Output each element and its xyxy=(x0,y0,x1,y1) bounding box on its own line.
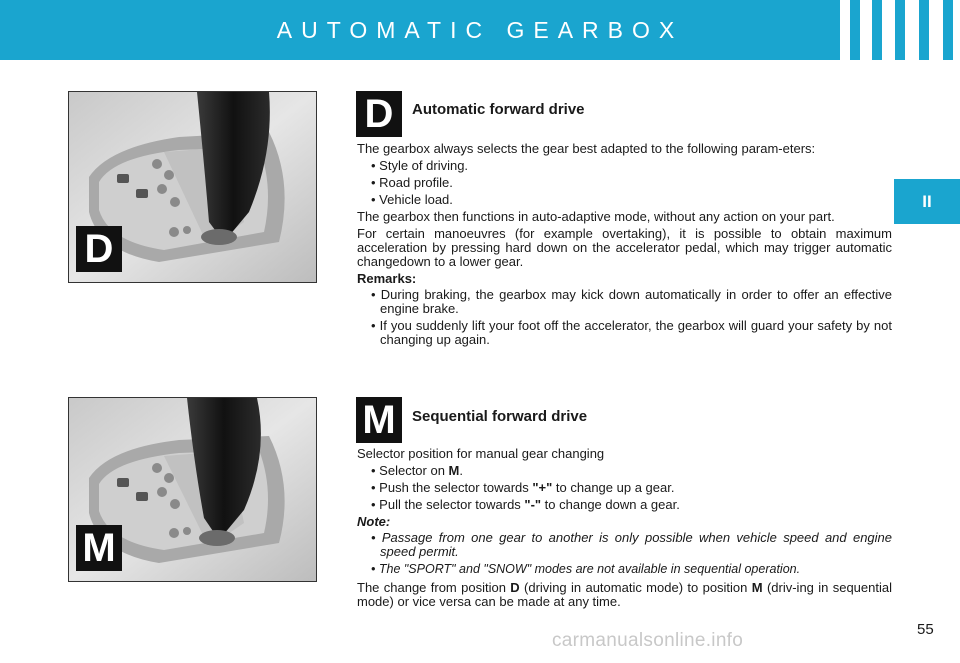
list-item: • Passage from one gear to another is only possible when vehicle speed and engine speed permit. xyxy=(371,530,893,559)
section-tab[interactable]: II xyxy=(894,179,960,224)
note-label: Note: xyxy=(357,514,391,529)
list-item: • Vehicle load. xyxy=(371,192,453,207)
list-item: • Pull the selector towards "-" to change down a gear. xyxy=(371,497,680,512)
page-title: AUTOMATIC GEARBOX xyxy=(276,17,684,43)
page-number: 55 xyxy=(917,621,934,638)
page-header xyxy=(0,0,960,60)
header-stripe xyxy=(905,0,919,60)
paragraph: The gearbox then functions in auto-adaptive mode, without any action on your part. xyxy=(357,209,835,224)
gear-selector-photo-m xyxy=(68,397,317,582)
watermark[interactable]: carmanualsonline.info xyxy=(552,630,744,651)
photo-d-badge: D xyxy=(76,226,122,272)
header-stripe xyxy=(953,0,960,60)
list-item: • Style of driving. xyxy=(371,158,469,173)
list-item: • Push the selector towards "+" to change up a gear. xyxy=(371,480,675,495)
header-stripe xyxy=(882,0,895,60)
header-stripe xyxy=(860,0,872,60)
list-item: • During braking, the gearbox may kick down automatically in order to offer an effective engine brake. xyxy=(371,287,893,316)
heading-automatic-forward-drive: Automatic forward drive xyxy=(412,101,585,118)
remarks-label: Remarks: xyxy=(357,271,417,286)
paragraph: The change from position D (driving in automatic mode) to position M (driv-ing in sequential mode) or vice versa can be made at any time. xyxy=(357,580,892,609)
list-item: • Road profile. xyxy=(371,175,453,190)
list-item: • If you suddenly lift your foot off the accelerator, the gearbox will guard your safety by not changing up again. xyxy=(371,318,892,347)
mode-d-badge: D xyxy=(356,91,402,137)
header-stripe xyxy=(929,0,943,60)
gear-selector-photo-d xyxy=(68,91,317,283)
photo-m-badge: M xyxy=(76,525,122,571)
paragraph: For certain manoeuvres (for example overtaking), it is possible to obtain maximum acceleration by pressing hard down on the accelerator pedal, which may trigger automatic changedown to a lower gear. xyxy=(357,226,892,269)
paragraph: The gearbox always selects the gear best adapted to the following param-eters: xyxy=(357,141,816,156)
paragraph: Selector position for manual gear changing xyxy=(357,446,605,461)
header-stripe xyxy=(840,0,850,60)
section-d-body xyxy=(357,142,892,350)
section-m-body xyxy=(357,447,892,612)
list-item: • The "SPORT" and "SNOW" modes are not available in sequential operation. xyxy=(371,562,801,576)
mode-m-badge: M xyxy=(356,397,402,443)
heading-sequential-forward-drive: Sequential forward drive xyxy=(412,408,588,425)
list-item: • Selector on M. xyxy=(371,463,464,478)
